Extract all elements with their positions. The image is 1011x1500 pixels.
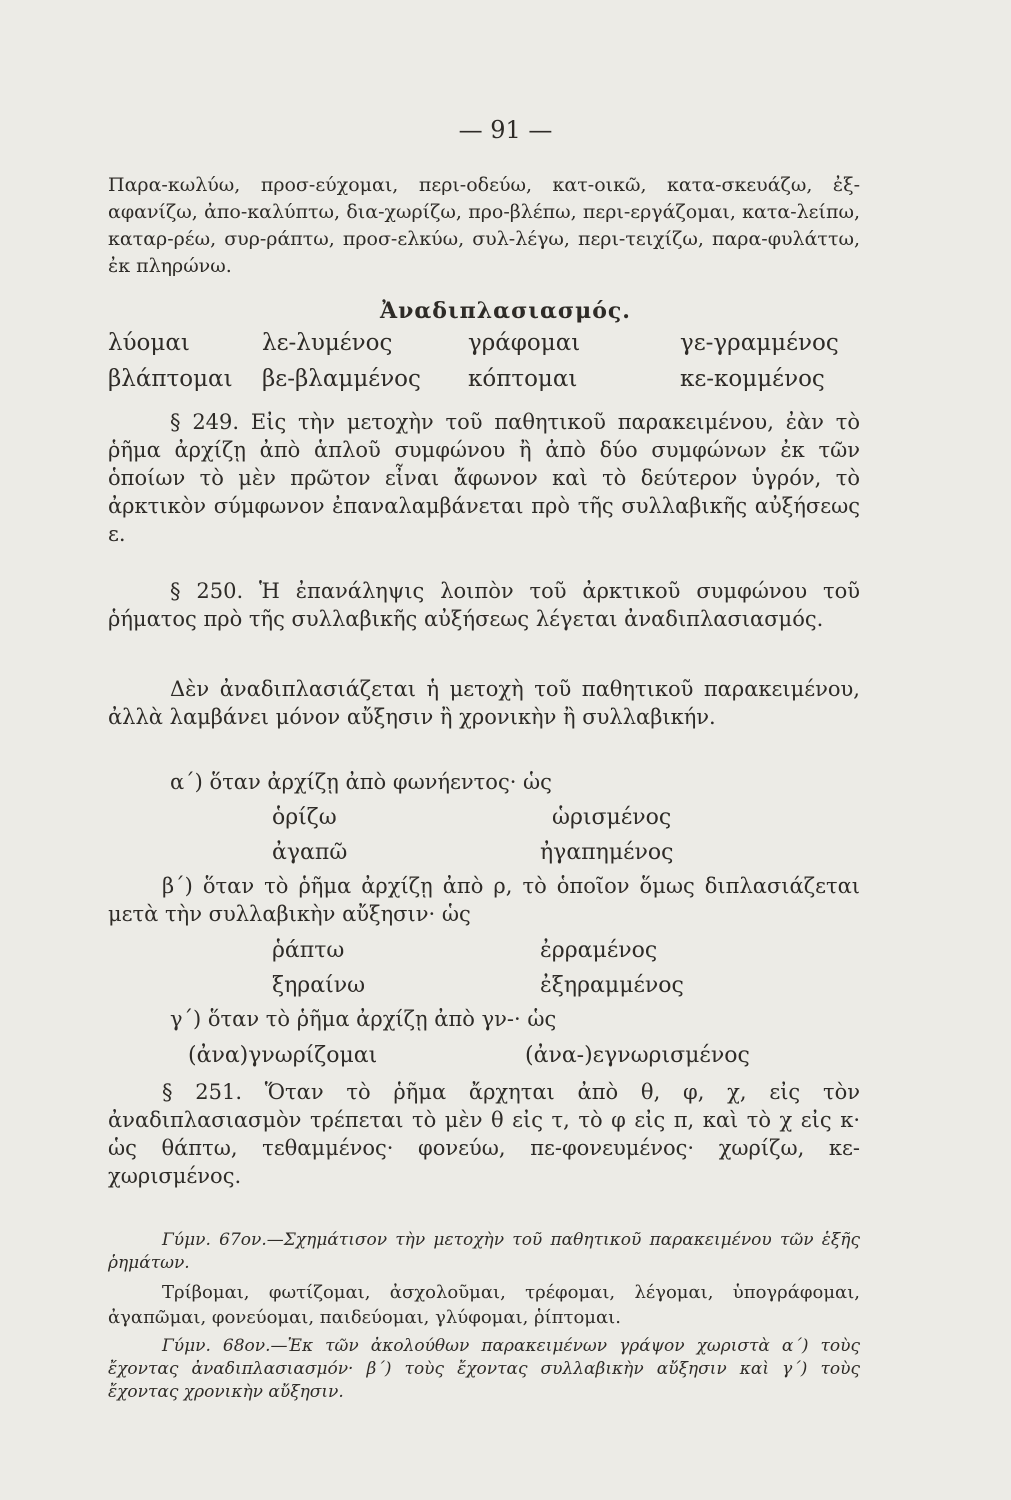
not-reduplicated-paragraph: Δὲν ἀναδιπλασιάζεται ἡ μετοχὴ τοῦ παθητικοῦ παρακειμένου, ἀλλὰ λαμβάνει μόνον αὔξησιν ἢ χρονικὴν ἢ συλλαβικήν.	[108, 677, 860, 729]
exercise-67: Γύμν. 67ον.—Σχημάτισον τὴν μετοχὴν τοῦ παθητικοῦ παρακειμένου τῶν ἑξῆς ῥημάτων.	[108, 1230, 860, 1273]
intro-paragraph: Παρα-κωλύω, προσ-εύχομαι, περι-οδεύω, κατ-οικῶ, κατα-σκευάζω, ἐξ-αφανίζω, ἀπο-καλύπτω, δια-χωρίζω, προ-βλέπω, περι-εργάζομαι, κατα-λείπω, καταρ-ρέω, συρ-ράπτω, προσ-ελκύω, συλ-λέγω, περι-τειχίζω, παρα-φυλάττω, ἐκ πληρώνω.	[108, 174, 860, 277]
case-a-text: α΄) ὅταν ἀρχίζῃ ἀπὸ φωνήεντος· ὡς	[170, 770, 552, 794]
table-cell: λε-λυμένος	[262, 330, 393, 356]
exercise-67-words: Τρίβομαι, φωτίζομαι, ἀσχολοῦμαι, τρέφομαι, λέγομαι, ὑπογράφομαι, ἀγαπῶμαι, φονεύομαι, παιδεύομαι, γλύφομαι, ῥίπτομαι.	[108, 1282, 860, 1328]
case-b-verb: ξηραίνω	[272, 973, 366, 998]
table-cell: γράφομαι	[468, 330, 581, 356]
case-b-text: β΄) ὅταν τὸ ῥῆμα ἀρχίζῃ ἀπὸ ρ, τὸ ὁποῖον ὅμως διπλασιάζεται μετὰ τὴν συλλαβικὴν αὔξησιν· ὡς	[108, 874, 860, 926]
case-b-participle: ἐρραμένος	[540, 938, 658, 963]
exercise-68: Γύμν. 68ον.—Ἐκ τῶν ἀκολούθων παρακειμένων γράψον χωριστὰ α΄) τοὺς ἔχοντας ἀναδιπλασιασμόν· β΄) τοὺς ἔχοντας συλλαβικὴν αὔξησιν καὶ γ΄) τοὺς ἔχοντας χρονικὴν αὔξησιν.	[108, 1336, 860, 1402]
case-c-verb: (ἀνα)γνωρίζομαι	[188, 1043, 378, 1068]
page-number: — 91 —	[458, 116, 553, 144]
table-cell: κε-κομμένος	[680, 366, 825, 392]
section-250: § 250. Ἡ ἐπανάληψις λοιπὸν τοῦ ἀρκτικοῦ συμφώνου τοῦ ῥήματος πρὸ τῆς συλλαβικῆς αὐξήσεως λέγεται ἀναδιπλασιασμός.	[108, 579, 860, 631]
table-cell: βε-βλαμμένος	[262, 366, 421, 392]
case-a-participle: ἠγαπημένος	[540, 840, 674, 865]
table-cell: γε-γραμμένος	[680, 330, 839, 356]
table-cell: κόπτομαι	[468, 366, 578, 392]
case-b-participle: ἐξηραμμένος	[540, 973, 684, 998]
table-cell: βλάπτομαι	[108, 366, 233, 392]
section-heading: Ἀναδιπλασιασμός.	[380, 298, 631, 324]
case-c-participle: (ἀνα-)εγνωρισμένος	[525, 1043, 750, 1068]
table-cell: λύομαι	[108, 330, 190, 356]
case-a-participle: ὡρισμένος	[552, 805, 672, 830]
section-249: § 249. Εἰς τὴν μετοχὴν τοῦ παθητικοῦ παρακειμένου, ἐὰν τὸ ῥῆμα ἀρχίζῃ ἀπὸ ἁπλοῦ συμφώνου ἢ ἀπὸ δύο συμφώνων ἐκ τῶν ὁποίων τὸ μὲν πρῶτον εἶναι ἄφωνον καὶ τὸ δεύτερον ὑγρόν, τὸ ἀρκτικὸν σύμφωνον ἐπαναλαμβάνεται πρὸ τῆς συλλαβικῆς αὐξήσεως ε.	[108, 410, 860, 546]
case-b-verb: ῥάπτω	[272, 938, 345, 963]
case-a-verb: ὁρίζω	[272, 805, 337, 830]
case-c-text: γ΄) ὅταν τὸ ῥῆμα ἀρχίζῃ ἀπὸ γν-· ὡς	[170, 1007, 557, 1031]
section-251: § 251. Ὅταν τὸ ῥῆμα ἄρχηται ἀπὸ θ, φ, χ, εἰς τὸν ἀναδιπλασιασμὸν τρέπεται τὸ μὲν θ εἰς τ, τὸ φ εἰς π, καὶ τὸ χ εἰς κ· ὡς θάπτω, τεθαμμένος· φονεύω, πε-φονευμένος· χωρίζω, κε-χωρισμένος.	[108, 1080, 860, 1188]
case-a-verb: ἀγαπῶ	[272, 840, 348, 865]
